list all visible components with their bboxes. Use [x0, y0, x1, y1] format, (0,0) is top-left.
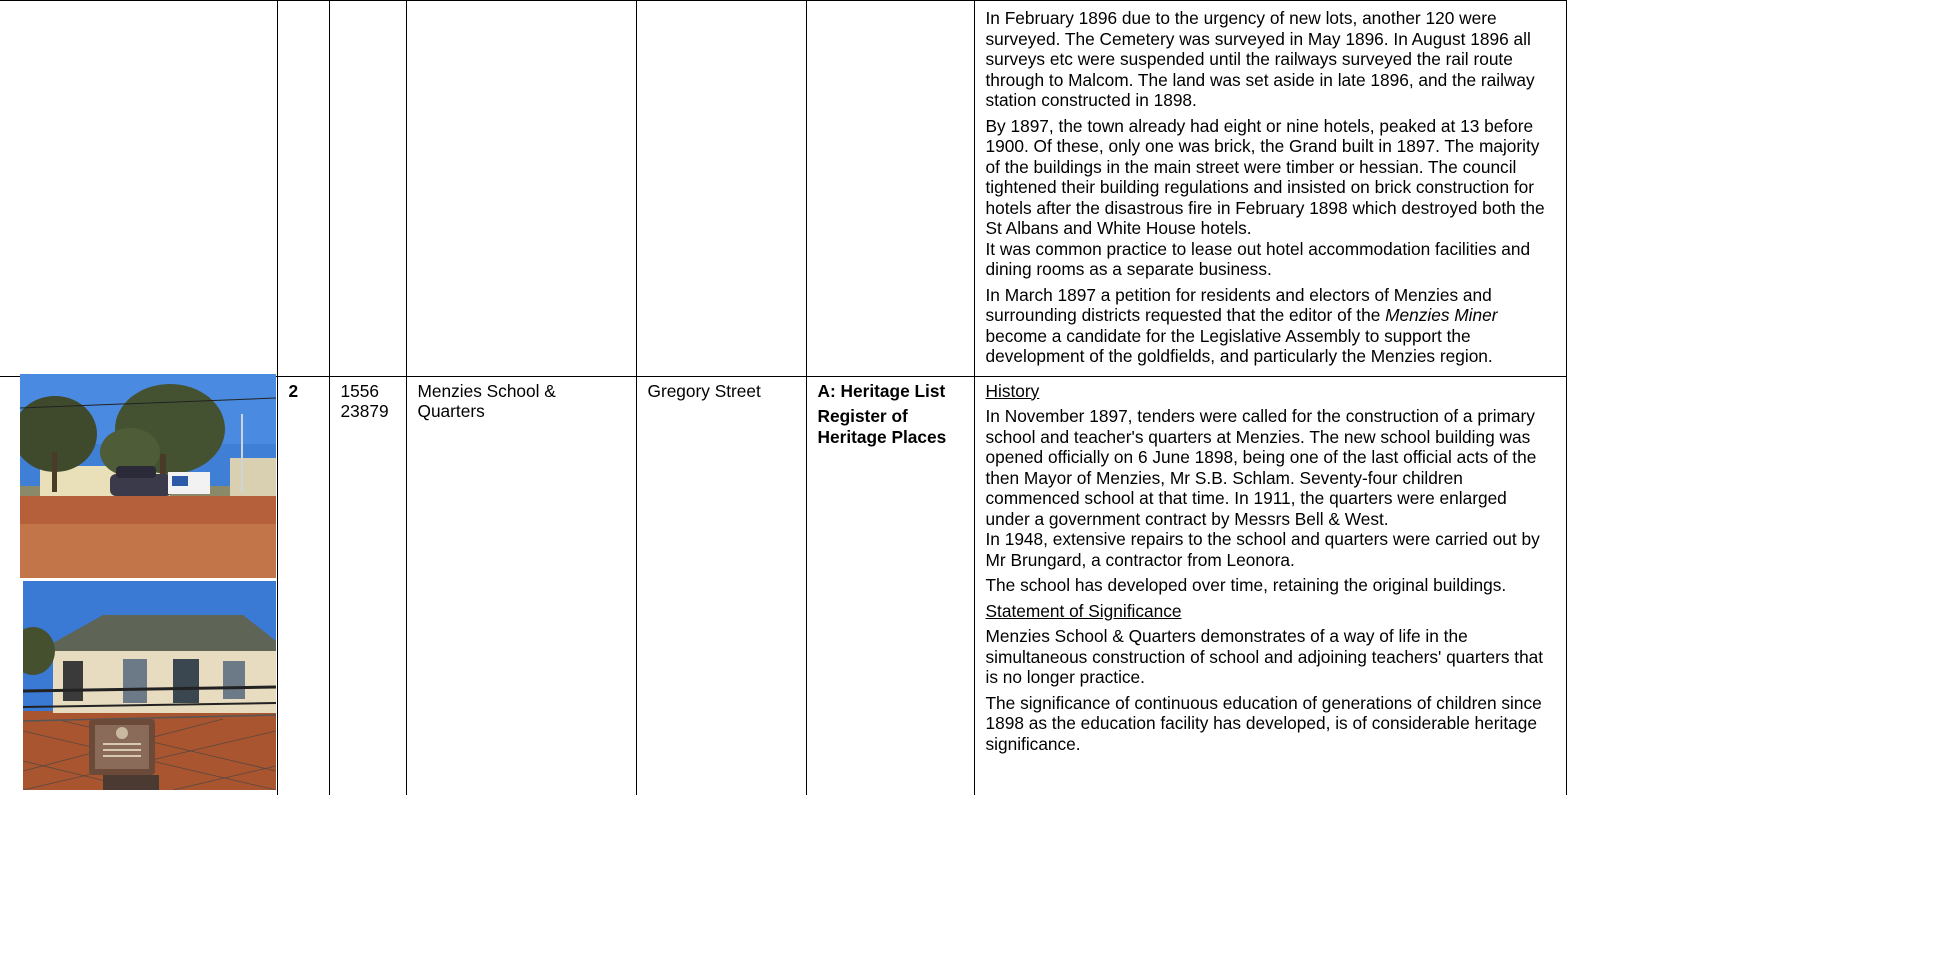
- significance-paragraph: Menzies School & Quarters demonstrates of a way of life in the simultaneous construction of school and adjoining teachers' quarters that is no longer practice.: [985, 626, 1544, 687]
- history-paragraph: It was common practice to lease out hotel accommodation facilities and dining rooms as a separate business.: [985, 238, 1531, 279]
- history-paragraph: In February 1896 due to the urgency of new lots, another 120 were surveyed. The Cemetery was surveyed in May 1896. In August 1896 all surveys etc were suspended until the railways surveyed the rail route through to Malcom. The land was set aside in late 1896, and the railway station constructed in 1898.: [985, 8, 1535, 110]
- ref-cell-empty: [329, 1, 406, 377]
- table-row: [0, 1, 1566, 377]
- place-name: Menzies School & Quarters: [406, 376, 636, 795]
- category-label: A: Heritage List: [817, 380, 946, 401]
- reference-numbers: [329, 376, 406, 795]
- reference-number: 23879: [340, 401, 389, 421]
- history-paragraph: By 1897, the town already had eight or nine hotels, peaked at 13 before 1900. Of these, only one was brick, the Grand built in 1897. The majority of the buildings in the main street were timber or hessian. The council tightened their building regulations and insisted on brick construction for hotels after the disastrous fire in February 1898 which destroyed both the St Albans and White House hotels.: [985, 115, 1545, 238]
- significance-heading: Statement of Significance: [985, 600, 1182, 621]
- petition-text-before: In March 1897 a petition for residents and electors of Menzies and surrounding districts requested that the editor of the: [985, 284, 1492, 325]
- school-front-photo: [20, 374, 276, 578]
- history-paragraph: In 1948, extensive repairs to the school and quarters were carried out by Mr Brungard, a contractor from Leonora.: [985, 529, 1540, 570]
- item-number: 2: [277, 376, 329, 795]
- location-cell-empty: [636, 1, 806, 377]
- petition-paragraph: [986, 285, 1555, 367]
- history-heading: History: [985, 380, 1040, 401]
- photo-cell-empty: [0, 1, 277, 377]
- number-cell-empty: [277, 1, 329, 377]
- school-quarters-photo: [23, 581, 276, 790]
- category-label: Register of Heritage Places: [817, 406, 947, 447]
- history-paragraph: In November 1897, tenders were called for the construction of a primary school and teacher's quarters at Menzies. The new school building was opened officially on 6 June 1898, being one of the last official acts of the then Mayor of Menzies, Mr S.B. Schlam. Seventy-four children commenced school at that time. In 1911, the quarters were enlarged under a government contract by Messrs Bell & West.: [985, 406, 1537, 529]
- category-cell: [806, 376, 974, 795]
- description-cell: [974, 1, 1566, 377]
- petition-text-after: become a candidate for the Legislative Assembly to support the development of the goldfields, and particularly the Menzies region.: [985, 325, 1493, 366]
- location: Gregory Street: [636, 376, 806, 795]
- place-cell-empty: [406, 1, 636, 377]
- history-paragraph: The school has developed over time, retaining the original buildings.: [985, 575, 1507, 595]
- reference-number: 1556: [340, 380, 379, 401]
- newspaper-title: Menzies Miner: [1385, 305, 1498, 325]
- description-cell: [974, 376, 1566, 795]
- category-cell-empty: [806, 1, 974, 377]
- significance-paragraph: The significance of continuous education of generations of children since 1898 as the education facility has developed, is of considerable heritage significance.: [985, 692, 1542, 754]
